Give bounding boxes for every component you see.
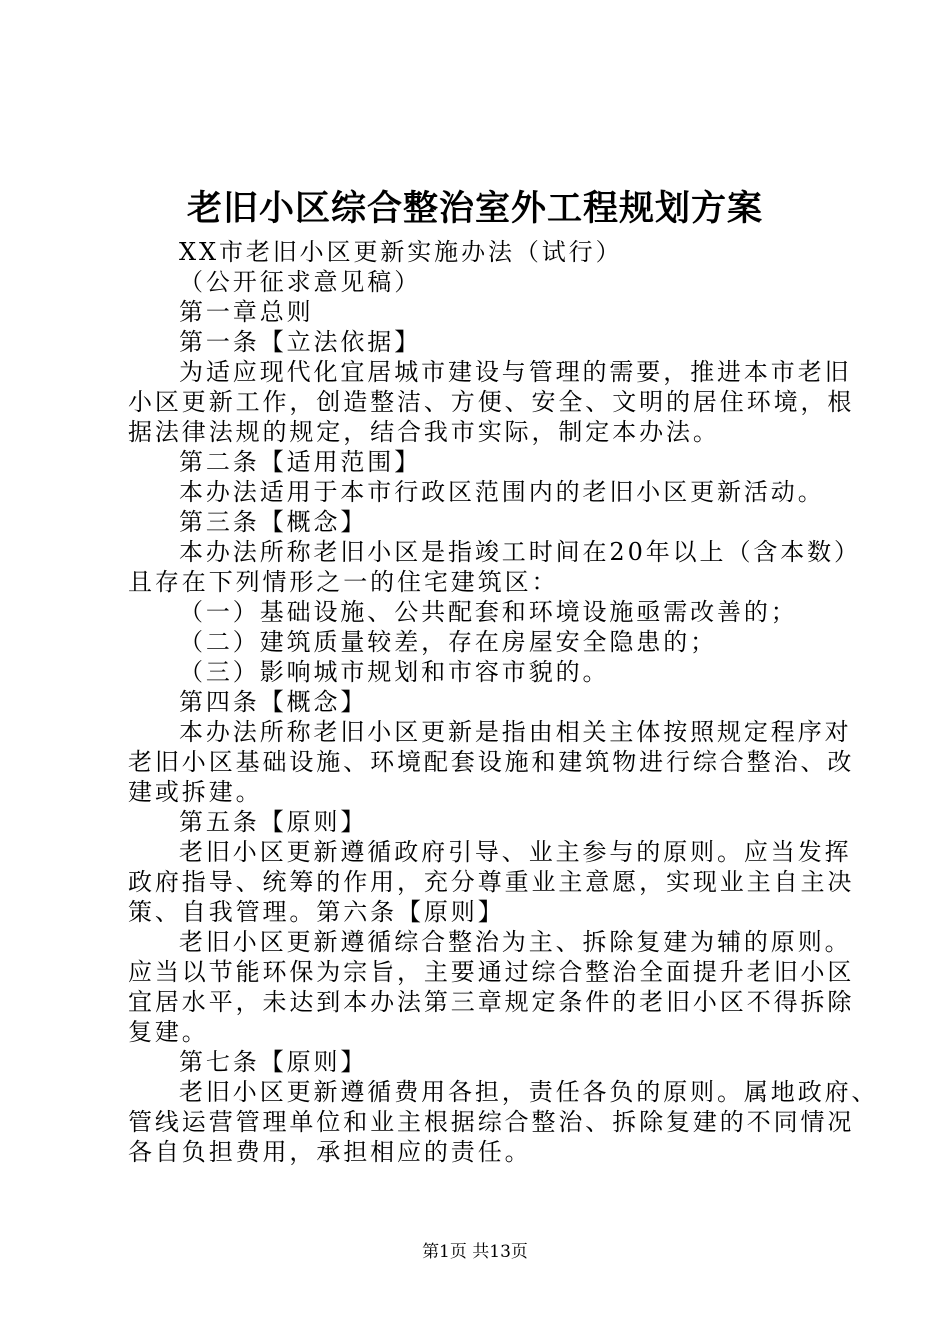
body-line: 老旧小区基础设施、环境配套设施和建筑物进行综合整治、改 <box>128 748 855 776</box>
body-line: 老旧小区更新遵循费用各担，责任各负的原则。属地政府、 <box>179 1078 879 1106</box>
body-line: （公开征求意见稿） <box>179 268 422 296</box>
body-line: 小区更新工作，创造整洁、方便、安全、文明的居住环境，根 <box>128 388 855 416</box>
document-title: 老旧小区综合整治室外工程规划方案 <box>186 188 763 229</box>
body-line: 第五条【原则】 <box>179 808 368 836</box>
document-body <box>128 237 879 1167</box>
body-line: 策、自我管理。第六条【原则】 <box>128 898 505 926</box>
body-line: 为适应现代化宜居城市建设与管理的需要，推进本市老旧 <box>179 358 852 386</box>
body-line: 据法律法规的规定，结合我市实际，制定本办法。 <box>128 418 720 446</box>
body-line: 第一条【立法依据】 <box>179 328 422 356</box>
body-line: 老旧小区更新遵循政府引导、业主参与的原则。应当发挥 <box>179 838 852 866</box>
body-line: 第一章总则 <box>179 298 314 326</box>
body-line: XX市老旧小区更新实施办法（试行） <box>179 238 623 266</box>
body-line: 第七条【原则】 <box>179 1048 368 1076</box>
body-line: 本办法所称老旧小区更新是指由相关主体按照规定程序对 <box>179 718 852 746</box>
body-line: 应当以节能环保为宗旨，主要通过综合整治全面提升老旧小区 <box>128 958 855 986</box>
body-line: 建或拆建。 <box>128 778 263 806</box>
page-footer: 第1页 共13页 <box>422 1242 528 1262</box>
body-line: 第四条【概念】 <box>179 688 368 716</box>
body-line: 本办法所称老旧小区是指竣工时间在20年以上（含本数） <box>179 538 861 566</box>
body-line: 政府指导、统筹的作用，充分尊重业主意愿，实现业主自主决 <box>128 868 855 896</box>
body-line: 第三条【概念】 <box>179 508 368 536</box>
body-line: （一）基础设施、公共配套和环境设施亟需改善的； <box>179 598 798 626</box>
body-line: （二）建筑质量较差，存在房屋安全隐患的； <box>179 628 717 656</box>
body-line: 复建。 <box>128 1018 209 1046</box>
body-line: 管线运营管理单位和业主根据综合整治、拆除复建的不同情况 <box>128 1108 855 1136</box>
body-line: 第二条【适用范围】 <box>179 448 422 476</box>
body-line: 本办法适用于本市行政区范围内的老旧小区更新活动。 <box>179 478 825 506</box>
body-line: 各自负担费用，承担相应的责任。 <box>128 1138 532 1166</box>
body-line: 老旧小区更新遵循综合整治为主、拆除复建为辅的原则。 <box>179 928 852 956</box>
body-line: 且存在下列情形之一的住宅建筑区： <box>128 568 559 596</box>
body-line: （三）影响城市规划和市容市貌的。 <box>179 658 610 686</box>
body-line: 宜居水平，未达到本办法第三章规定条件的老旧小区不得拆除 <box>128 988 855 1016</box>
